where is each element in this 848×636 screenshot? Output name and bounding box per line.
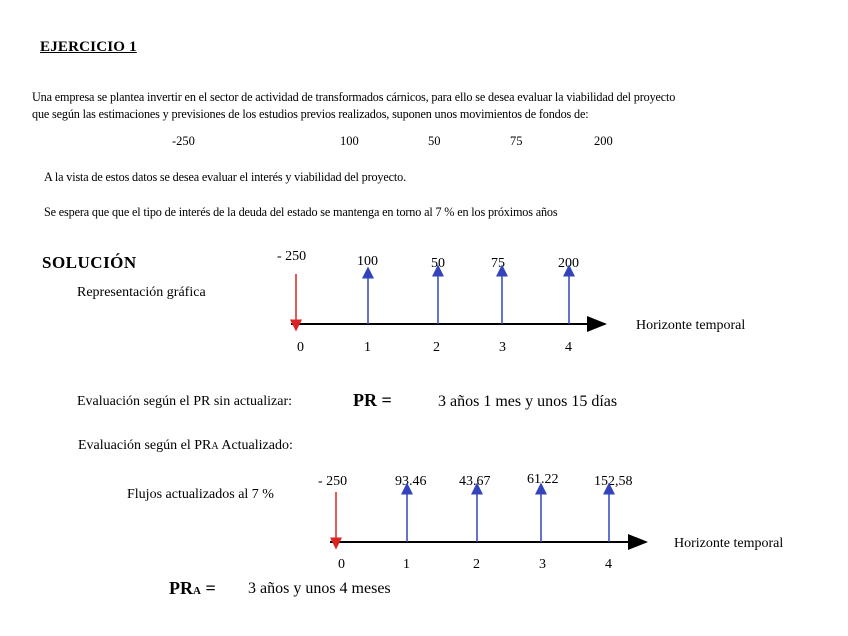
d1-period-0: 0 [297, 340, 304, 355]
pra-symbol-eq: = [200, 578, 216, 598]
d2-period-4: 4 [605, 557, 612, 572]
d1-period-1: 1 [364, 340, 371, 355]
d1-value-2: 50 [431, 256, 445, 271]
flow-value: 75 [510, 134, 523, 148]
flow-value: 200 [594, 134, 613, 148]
flow-value: -250 [172, 134, 195, 148]
d1-value-4: 200 [558, 256, 579, 271]
d2-period-0: 0 [338, 557, 345, 572]
d1-value-1: 100 [357, 254, 378, 269]
d1-period-2: 2 [433, 340, 440, 355]
d2-period-3: 3 [539, 557, 546, 572]
d1-value-3: 75 [491, 256, 505, 271]
discount-label: Flujos actualizados al 7 % [127, 487, 274, 502]
flow-value: 100 [340, 134, 359, 148]
d2-period-2: 2 [473, 557, 480, 572]
solution-heading: SOLUCIÓN [42, 253, 137, 272]
d1-period-3: 3 [499, 340, 506, 355]
d2-value-3: 61.22 [527, 472, 559, 487]
pr-label: Evaluación según el PR sin actualizar: [77, 394, 292, 409]
pra-value: 3 años y unos 4 meses [248, 580, 391, 597]
d1-period-4: 4 [565, 340, 572, 355]
d2-value-2: 43.67 [459, 474, 491, 489]
pr-symbol: PR = [353, 390, 392, 410]
pra-symbol-main: PR [169, 578, 193, 598]
d2-period-1: 1 [403, 557, 410, 572]
statement-line-2: que según las estimaciones y previsiones de los estudios previos realizados, suponen unos movimientos de fondos de: [32, 107, 589, 121]
d2-value-4: 152,58 [594, 474, 633, 489]
pra-label-prefix: Evaluación según el PR [78, 438, 212, 453]
d2-value-0: - 250 [318, 474, 348, 489]
d1-value-0: - 250 [277, 249, 307, 264]
graph-label: Representación gráfica [77, 285, 206, 300]
statement-line-3: A la vista de estos datos se desea evaluar el interés y viabilidad del proyecto. [44, 170, 406, 184]
d2-value-1: 93.46 [395, 474, 427, 489]
pra-label-suffix: Actualizado: [218, 438, 293, 453]
d1-axis-label: Horizonte temporal [636, 318, 746, 333]
pr-value: 3 años 1 mes y unos 15 días [438, 393, 618, 410]
pra-label-sub: A [211, 441, 219, 452]
flow-value: 50 [428, 134, 441, 148]
statement-line-4: Se espera que que el tipo de interés de la deuda del estado se mantenga en torno al 7 % en los próximos años [44, 205, 558, 219]
pra-symbol-sub: A [193, 585, 201, 597]
exercise-title: EJERCICIO 1 [40, 39, 137, 55]
d2-axis-label: Horizonte temporal [674, 536, 784, 551]
statement-line-1: Una empresa se plantea invertir en el sector de actividad de transformados cárnicos, para ello se desea evaluar la viabilidad del proyecto [32, 90, 676, 104]
